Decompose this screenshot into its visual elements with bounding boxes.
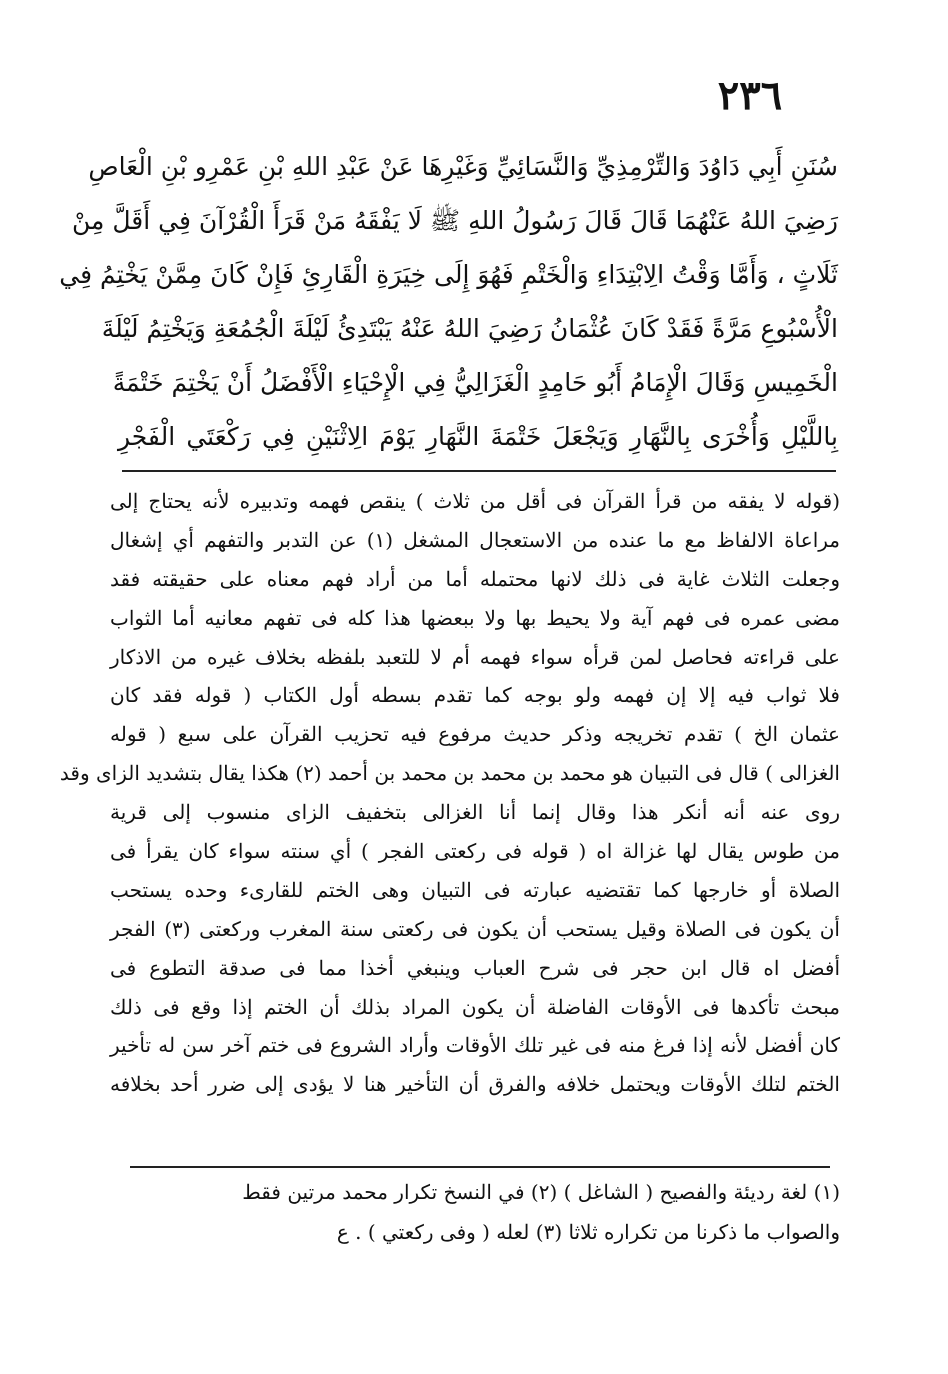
main-text: [59, 140, 838, 464]
commentary-line: وجعلت الثلاث غاية فى ذلك لانها محتمله أما من أراد فهم معناه على حقيقته فقد: [110, 566, 840, 591]
commentary-line: عثمان الخ ) تقدم تخريجه وذكر حديث مرفوع فيه تحزيب القرآن على سبع ( قوله: [110, 722, 840, 747]
commentary-line: على قراءته فحاصل لمن قرأه سواء فهمه أم لا للتعبد بلفظه بخلاف غيره من الاذكار: [110, 644, 840, 669]
commentary: [59, 482, 841, 1104]
commentary-line: روى عنه أنه أنكر هذا وقال إنما أنا الغزالى بتخفيف الزاى منسوب إلى قرية: [110, 800, 841, 825]
main-text-divider: [122, 470, 836, 472]
main-text-line: رَضِيَ اللهُ عَنْهُمَا قَالَ قَالَ رَسُولُ اللهِ ﷺ لَا يَفْقَهُ مَنْ قَرَأَ الْقُرْآنَ فِي أَقَلَّ مِنْ: [71, 206, 838, 235]
footnote-line: والصواب ما ذكرنا من تكراره ثلاثا (٣) لعله ( وفى ركعتي ) . ع: [336, 1220, 840, 1244]
main-text-line: الْأُسْبُوعِ مَرَّةً فَقَدْ كَانَ عُثْمَانُ رَضِيَ اللهُ عَنْهُ يَبْتَدِئُ لَيْلَةَ الْجُمُعَةِ وَيَخْتِمُ لَيْلَةَ: [101, 314, 838, 343]
commentary-line: أن يكون فى الصلاة وقيل يستحب أن يكون فى ركعتى سنة المغرب وركعتى (٣) الفجر: [110, 916, 840, 941]
footnotes: [190, 1172, 840, 1252]
commentary-line: مبحث تأكدها فى الأوقات الفاضلة أن يكون المراد بذلك أن الختم إذا وقع فى ذلك: [110, 994, 840, 1019]
footnote-line: (١) لغة رديئة والفصيح ( الشاغل ) (٢) في النسخ تكرار محمد مرتين فقط: [242, 1180, 840, 1204]
commentary-line: فلا ثواب فيه إلا إن فهمه ولو بوجه كما تقدم بسطه أول الكتاب ( قوله فقد كان: [110, 683, 840, 708]
commentary-line: كان أفضل لأنه إذا فرغ منه فى غير تلك الأوقات وأراد الشروع فى ختم آخر سن له تأخير: [110, 1033, 840, 1058]
commentary-line: الصلاة أو خارجها كما تقتضيه عبارته فى التبيان وهى الختم للقارىء وحده يستحب: [110, 877, 840, 902]
main-text-line: سُنَنِ أَبِي دَاوُدَ وَالتِّرْمِذِيِّ وَالنَّسَائِيِّ وَغَيْرِهَا عَنْ عَبْدِ اللهِ بْنِ عَمْرِو بْنِ الْعَاصِ: [88, 152, 838, 181]
main-text-line: ثَلَاثٍ ، وَأَمَّا وَقْتُ الِابْتِدَاءِ وَالْخَتْمِ فَهُوَ إِلَى خِيَرَةِ الْقَارِئِ فَإِنْ كَانَ مِمَّنْ يَخْتِمُ فِي: [59, 260, 838, 289]
main-text-line: بِاللَّيْلِ وَأُخْرَى بِالنَّهَارِ وَيَجْعَلَ خَتْمَةَ النَّهَارِ يَوْمَ الِاثْنَيْنِ فِي رَكْعَتَي الْفَجْرِ: [118, 422, 838, 451]
commentary-line: (قوله لا يفقه من قرأ القرآن فى أقل من ثلاث ) ينقص فهمه وتدبيره لأنه يحتاج إلى: [110, 489, 840, 513]
commentary-line: الختم لتلك الأوقات ويحتمل خلافه والفرق أن التأخير هنا لا يؤدى إلى ضرر أحد بخلافه: [110, 1072, 840, 1097]
commentary-line: مضى عمره فى فهم آية ولا يحيط بها ولا ببعضها هذا كله فى تفهم معانيه أما الثواب: [110, 605, 840, 630]
footnote-divider: [130, 1166, 830, 1168]
commentary-line: الغزالى ) قال فى التبيان هو محمد بن محمد بن محمد بن أحمد (٢) هكذا يقال بتشديد الزاى وقد: [59, 761, 840, 786]
commentary-line: مراعاة الالفاظ مع ما عنده من الاستعجال المشغل (١) عن التدبر والتفهم أي إشغال: [110, 527, 840, 552]
commentary-line: أفضل اه قال ابن حجر فى شرح العباب وينبغي أخذا مما فى صدقة التطوع فى: [110, 955, 840, 980]
commentary-line: من طوس يقال لها غزالة اه ( قوله فى ركعتى الفجر ) أي سنته سواء كان يقرأ فى: [110, 839, 840, 864]
main-text-line: الْخَمِيسِ وَقَالَ الْإِمَامُ أَبُو حَامِدٍ الْغَزَالِيُّ فِي الْإِحْيَاءِ الْأَفْضَلُ أَنْ يَخْتِمَ خَتْمَةً: [112, 368, 838, 397]
page-number: ٢٣٦: [717, 72, 783, 119]
